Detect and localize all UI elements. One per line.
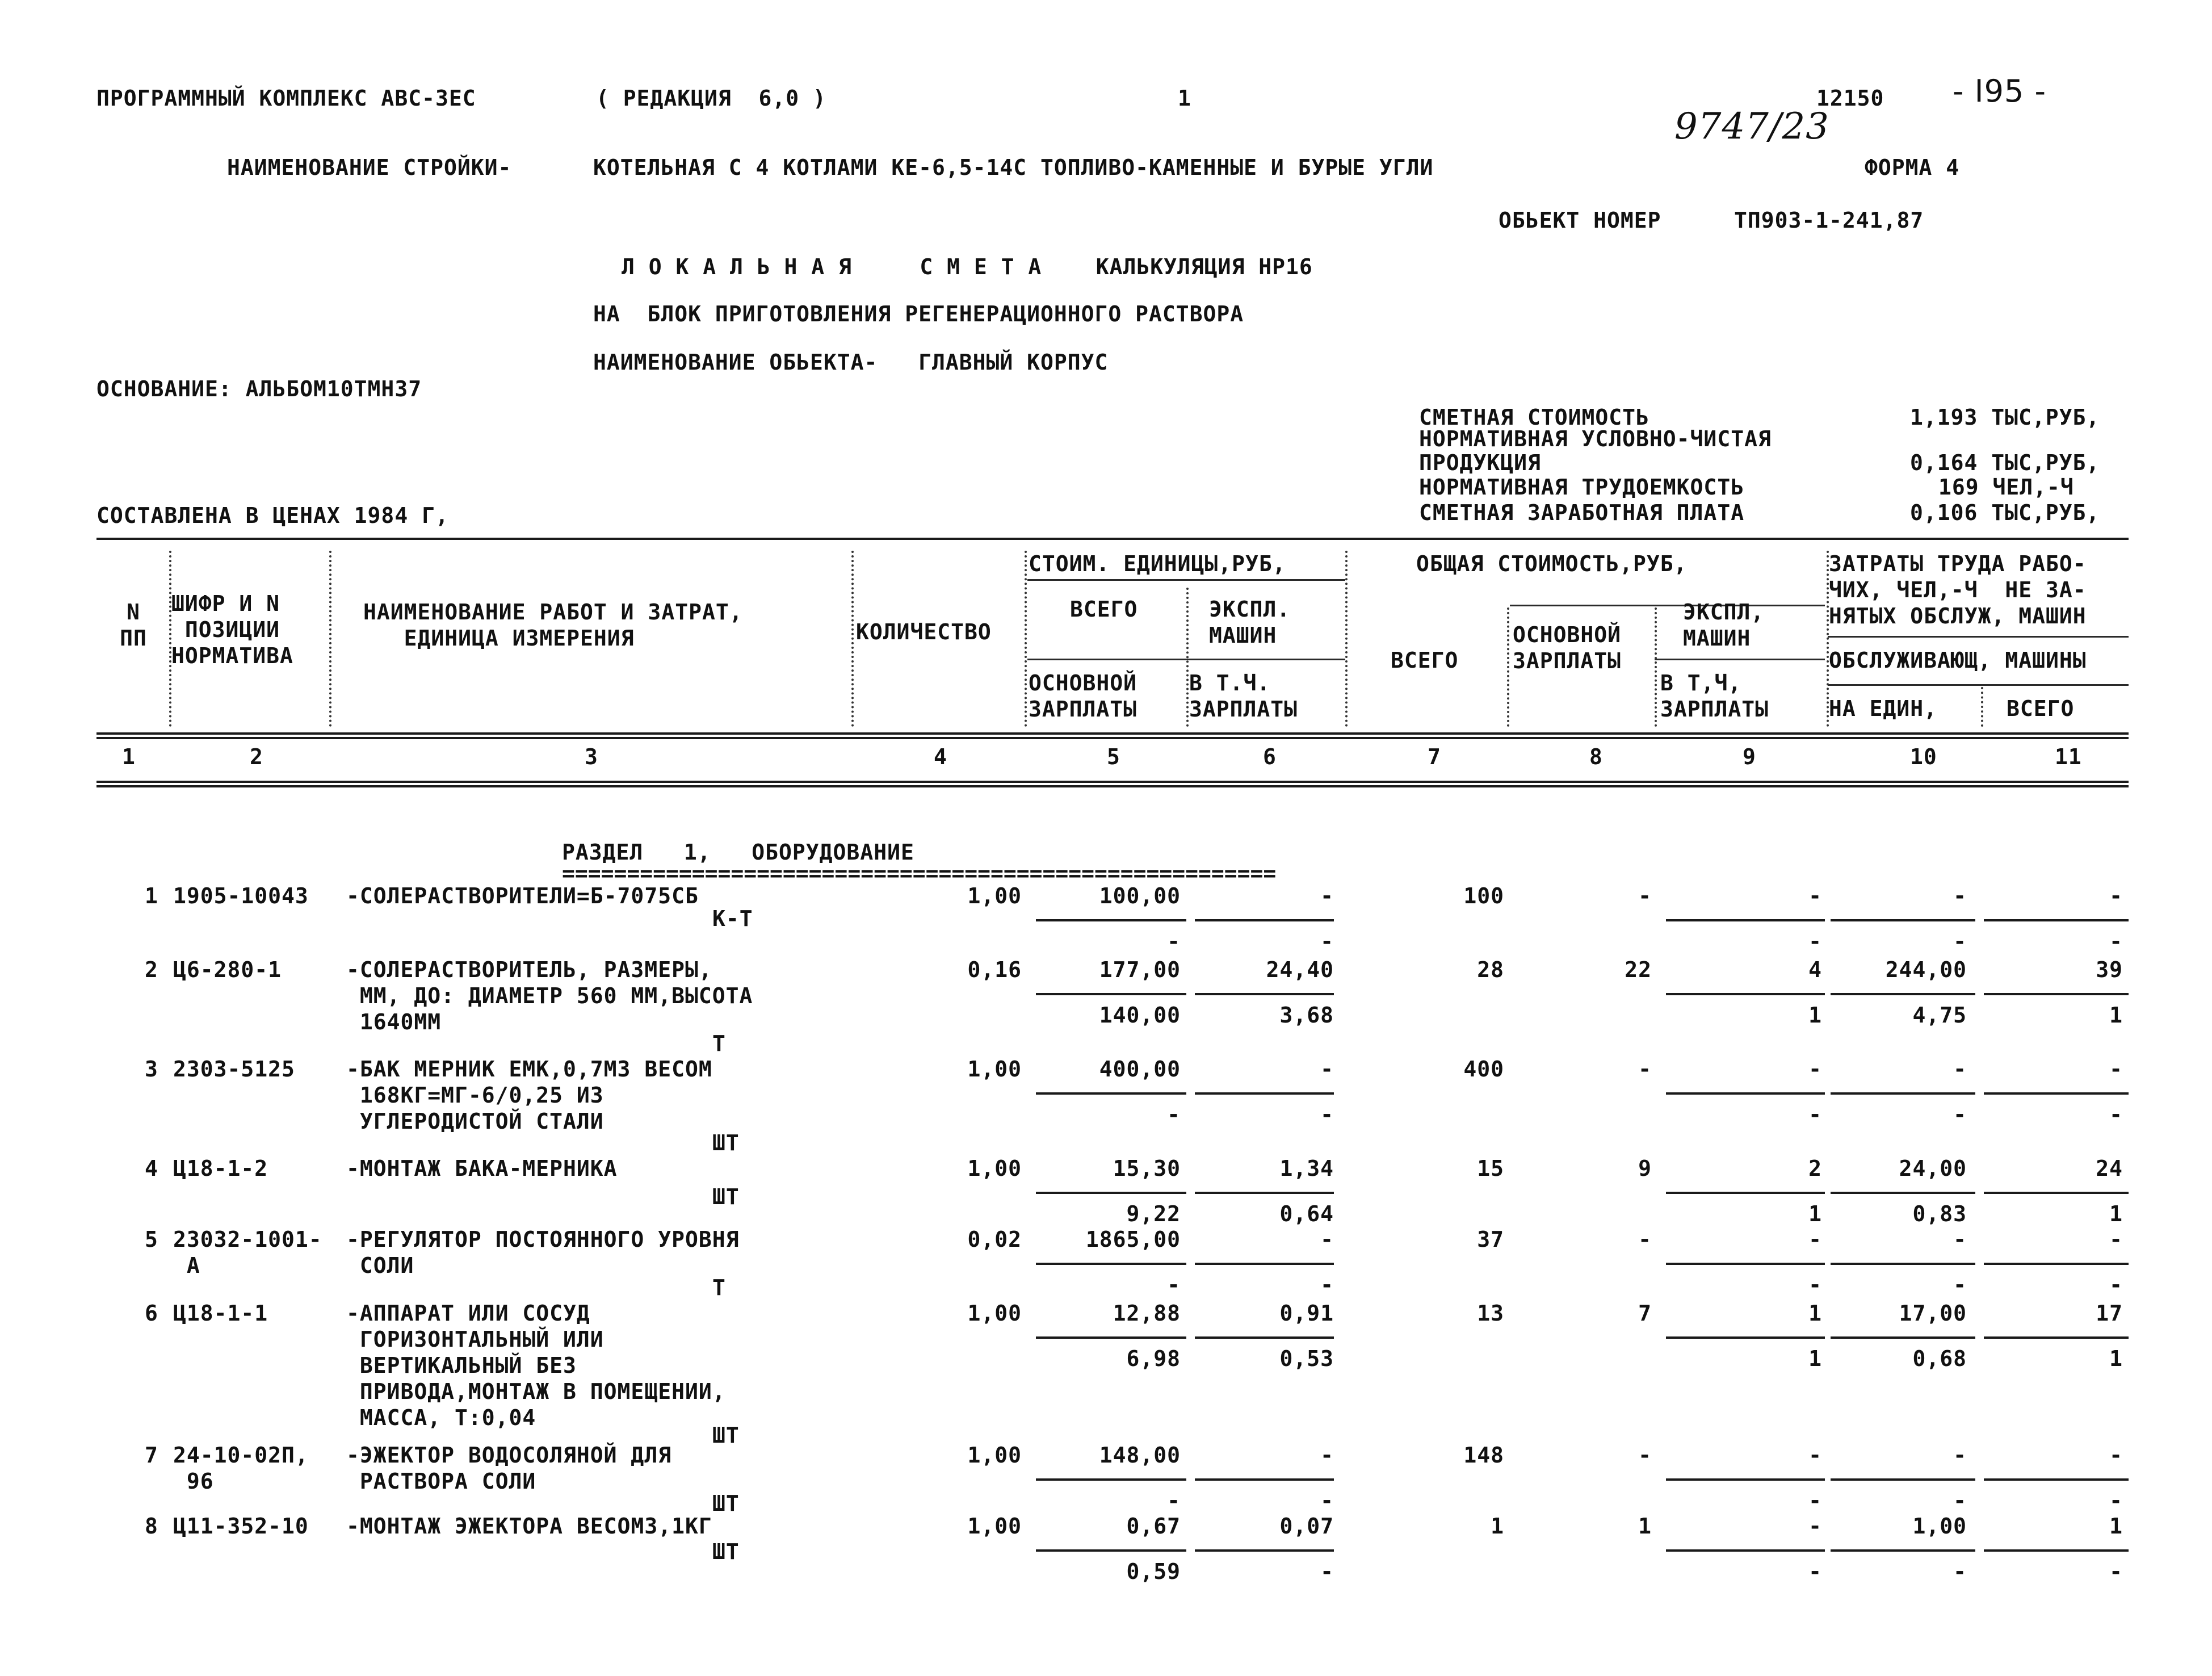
row-rule — [1984, 1092, 2129, 1095]
header-col-7: ВСЕГО — [1391, 648, 1459, 673]
row-total: 148 — [1463, 1443, 1504, 1468]
row-total-machine-wages: - — [1808, 1559, 1822, 1584]
row-labor-total: - — [2109, 1057, 2123, 1082]
row-machines-total: - — [2109, 1488, 2123, 1513]
row-total-wages: 9 — [1638, 1156, 1652, 1181]
row-total: 15 — [1477, 1156, 1504, 1181]
row-total-machines: 2 — [1808, 1156, 1822, 1181]
column-number: 2 — [250, 744, 263, 769]
row-rule — [1195, 1192, 1334, 1194]
column-number: 6 — [1263, 744, 1277, 769]
row-quantity: 0,16 — [967, 957, 1022, 982]
row-machines-unit: - — [1953, 1488, 1967, 1513]
row-unit-machine-wages: - — [1320, 1488, 1334, 1513]
column-number: 9 — [1743, 744, 1756, 769]
header-labor: ЗАТРАТЫ ТРУДА РАБО- ЧИХ, ЧЕЛ,-Ч НЕ ЗА- НЯТЫХ ОБСЛУЖ, МАШИН — [1829, 551, 2087, 628]
row-name: -АППАРАТ ИЛИ СОСУД ГОРИЗОНТАЛЬНЫЙ ИЛИ ВЕРТИКАЛЬНЫЙ БЕЗ ПРИВОДА,МОНТАЖ В ПОМЕЩЕНИИ, МАССА, Т:0,04 — [346, 1301, 726, 1430]
header-rule-mid — [96, 732, 2129, 735]
row-number: 7 — [145, 1443, 158, 1468]
row-total-machines: - — [1808, 1514, 1822, 1539]
object-name: НАИМЕНОВАНИЕ ОБЬЕКТА- ГЛАВНЫЙ КОРПУС — [593, 350, 1109, 375]
row-unit: ШТ — [712, 1423, 740, 1448]
row-number: 1 — [145, 883, 158, 908]
row-labor-unit: 24,00 — [1899, 1156, 1967, 1181]
row-total-machine-wages: - — [1808, 1488, 1822, 1513]
row-unit-machine-wages: 3,68 — [1279, 1003, 1334, 1028]
column-number: 8 — [1589, 744, 1603, 769]
row-code: 23032-1001- A — [173, 1227, 322, 1278]
row-quantity: 1,00 — [967, 1443, 1022, 1468]
row-unit-total: 177,00 — [1099, 957, 1181, 982]
row-total-wages: - — [1638, 883, 1652, 908]
header-col-8: ОСНОВНОЙ ЗАРПЛАТЫ — [1513, 622, 1622, 673]
row-name: -МОНТАЖ БАКА-МЕРНИКА — [346, 1156, 618, 1181]
row-unit-total: 15,30 — [1113, 1156, 1181, 1181]
row-labor-unit: 244,00 — [1885, 957, 1967, 982]
page-number: - I95 - — [1953, 73, 2046, 109]
row-rule — [1036, 1478, 1186, 1481]
row-quantity: 1,00 — [967, 1057, 1022, 1082]
col-sep-8 — [1655, 607, 1657, 727]
row-total-wages: 7 — [1638, 1301, 1652, 1326]
header-inner-rule-unitcost — [1027, 579, 1345, 581]
row-unit-total: 148,00 — [1099, 1443, 1181, 1468]
row-unit: ШТ — [712, 1491, 740, 1516]
row-machines-unit: - — [1953, 1102, 1967, 1127]
section-title: РАЗДЕЛ 1, ОБОРУДОВАНИЕ — [562, 840, 914, 865]
row-rule — [1666, 1263, 1825, 1265]
row-rule — [1195, 993, 1334, 995]
header-col-n: N ПП — [120, 600, 147, 651]
summary-label-3: ПРОДУКЦИЯ — [1419, 450, 1541, 475]
row-rule — [1984, 1478, 2129, 1481]
header-inner-rule-labor — [1828, 636, 2129, 638]
row-machines-unit: 4,75 — [1912, 1003, 1967, 1028]
row-unit: К-Т — [712, 906, 753, 931]
row-labor-unit: 17,00 — [1899, 1301, 1967, 1326]
summary-label-5: СМЕТНАЯ ЗАРАБОТНАЯ ПЛАТА — [1419, 500, 1745, 525]
row-unit: ШТ — [712, 1130, 740, 1155]
row-machines-unit: - — [1953, 929, 1967, 954]
row-name: -ЭЖЕКТОР ВОДОСОЛЯНОЙ ДЛЯ РАСТВОРА СОЛИ — [346, 1443, 672, 1494]
row-unit: Т — [712, 1031, 726, 1056]
row-total: 37 — [1477, 1227, 1504, 1252]
row-unit-machines: 1,34 — [1279, 1156, 1334, 1181]
object-number: ТП903-1-241,87 — [1734, 208, 1924, 233]
row-unit-wages: 6,98 — [1126, 1346, 1181, 1371]
header-col-name: НАИМЕНОВАНИЕ РАБОТ И ЗАТРАТ, ЕДИНИЦА ИЗМЕРЕНИЯ — [363, 600, 743, 651]
row-rule — [1984, 1192, 2129, 1194]
row-machines-total: - — [2109, 1559, 2123, 1584]
row-rule — [1831, 1263, 1975, 1265]
row-rule — [1036, 1549, 1186, 1552]
row-unit-machine-wages: - — [1320, 1272, 1334, 1297]
form-label: ФОРМА 4 — [1865, 155, 1960, 180]
row-unit-wages: - — [1167, 1272, 1181, 1297]
construction-label: НАИМЕНОВАНИЕ СТРОЙКИ- — [227, 155, 512, 180]
summary-value-4: 169 ЧЕЛ,-Ч — [1938, 475, 2074, 500]
row-total-wages: 22 — [1625, 957, 1652, 982]
header-col-6-bottom: В Т.Ч. ЗАРПЛАТЫ — [1189, 671, 1298, 722]
summary-value-1: 1,193 ТЫС,РУБ, — [1910, 405, 2100, 430]
row-total: 28 — [1477, 957, 1504, 982]
row-labor-unit: - — [1953, 1227, 1967, 1252]
row-name: -МОНТАЖ ЭЖЕКТОРА ВЕСОМ3,1КГ — [346, 1514, 712, 1539]
header-inner-rule-total-b — [1655, 659, 1825, 660]
row-total-machines: - — [1808, 883, 1822, 908]
row-total-wages: 1 — [1638, 1514, 1652, 1539]
col-sep-10 — [1981, 687, 1983, 727]
doc-code: 12150 — [1816, 86, 1884, 111]
header-machines: ОБСЛУЖИВАЮЩ, МАШИНЫ — [1829, 648, 2087, 673]
row-quantity: 1,00 — [967, 883, 1022, 908]
column-number: 11 — [2055, 744, 2082, 769]
row-rule — [1036, 1092, 1186, 1095]
row-machines-unit: 0,83 — [1912, 1201, 1967, 1226]
row-rule — [1666, 1092, 1825, 1095]
row-machines-total: - — [2109, 1102, 2123, 1127]
row-unit-machines: 0,07 — [1279, 1514, 1334, 1539]
document-subtitle: НА БЛОК ПРИГОТОВЛЕНИЯ РЕГЕНЕРАЦИОННОГО РАСТВОРА — [593, 301, 1244, 326]
row-quantity: 1,00 — [967, 1514, 1022, 1539]
row-rule — [1666, 919, 1825, 921]
row-machines-total: - — [2109, 1272, 2123, 1297]
row-unit-wages: 140,00 — [1099, 1003, 1181, 1028]
row-machines-unit: - — [1953, 1272, 1967, 1297]
row-machines-total: 1 — [2109, 1201, 2123, 1226]
row-total: 1 — [1491, 1514, 1504, 1539]
summary-label-1: СМЕТНАЯ СТОИМОСТЬ — [1419, 405, 1649, 430]
row-rule — [1831, 993, 1975, 995]
row-rule — [1831, 1092, 1975, 1095]
row-unit-total: 100,00 — [1099, 883, 1181, 908]
row-total-machine-wages: 1 — [1808, 1201, 1822, 1226]
row-rule — [1195, 1092, 1334, 1095]
row-labor-total: - — [2109, 1227, 2123, 1252]
row-total-wages: - — [1638, 1443, 1652, 1468]
row-labor-total: 17 — [2096, 1301, 2123, 1326]
row-labor-total: 1 — [2109, 1514, 2123, 1539]
row-rule — [1036, 1263, 1186, 1265]
row-rule — [1036, 1336, 1186, 1339]
row-total-machine-wages: 1 — [1808, 1346, 1822, 1371]
row-unit-wages: 0,59 — [1126, 1559, 1181, 1584]
header-col-6-top: ЭКСПЛ. МАШИН — [1209, 597, 1291, 648]
row-code: Ц18-1-1 — [173, 1301, 268, 1326]
header-total-cost: ОБЩАЯ СТОИМОСТЬ,РУБ, — [1416, 551, 1688, 576]
summary-label-4: НОРМАТИВНАЯ ТРУДОЕМКОСТЬ — [1419, 475, 1745, 500]
header-col-9-top: ЭКСПЛ, МАШИН — [1683, 600, 1765, 651]
row-total: 100 — [1463, 883, 1504, 908]
row-total-machine-wages: - — [1808, 1102, 1822, 1127]
row-rule — [1831, 1478, 1975, 1481]
column-number: 7 — [1428, 744, 1441, 769]
row-machines-unit: 0,68 — [1912, 1346, 1967, 1371]
row-quantity: 1,00 — [967, 1301, 1022, 1326]
row-unit-machine-wages: - — [1320, 1559, 1334, 1584]
row-rule — [1666, 993, 1825, 995]
row-labor-total: 24 — [2096, 1156, 2123, 1181]
row-rule — [1195, 1263, 1334, 1265]
column-number: 3 — [585, 744, 598, 769]
row-rule — [1195, 919, 1334, 921]
col-sep-5 — [1186, 588, 1189, 727]
header-col-5-bottom: ОСНОВНОЙ ЗАРПЛАТЫ — [1029, 671, 1138, 722]
row-labor-unit: - — [1953, 883, 1967, 908]
row-total-wages: - — [1638, 1227, 1652, 1252]
document-title: Л О К А Л Ь Н А Я С М Е Т А КАЛЬКУЛЯЦИЯ НР16 — [622, 254, 1313, 279]
row-unit-wages: - — [1167, 1102, 1181, 1127]
header-col-10: НА ЕДИН, — [1829, 696, 1938, 721]
column-number: 1 — [122, 744, 136, 769]
row-rule — [1831, 919, 1975, 921]
header-col-5-top: ВСЕГО — [1070, 597, 1138, 622]
row-unit-machines: 24,40 — [1266, 957, 1334, 982]
header-col-qty: КОЛИЧЕСТВО — [856, 619, 992, 644]
row-unit-machines: - — [1320, 1057, 1334, 1082]
header-inner-rule-total-a — [1510, 605, 1825, 606]
row-unit-machines: 0,91 — [1279, 1301, 1334, 1326]
row-machines-unit: - — [1953, 1559, 1967, 1584]
col-sep-6 — [1345, 551, 1348, 727]
row-rule — [1036, 1192, 1186, 1194]
row-name: -РЕГУЛЯТОР ПОСТОЯННОГО УРОВНЯ СОЛИ — [346, 1227, 740, 1278]
row-number: 6 — [145, 1301, 158, 1326]
row-total-machines: - — [1808, 1227, 1822, 1252]
row-code: Ц11-352-10 — [173, 1514, 309, 1539]
row-rule — [1831, 1336, 1975, 1339]
row-labor-total: 39 — [2096, 957, 2123, 982]
summary-label-2: НОРМАТИВНАЯ УСЛОВНО-ЧИСТАЯ — [1419, 426, 1772, 451]
row-rule — [1984, 1263, 2129, 1265]
row-unit: Т — [712, 1275, 726, 1300]
row-unit-machine-wages: 0,64 — [1279, 1201, 1334, 1226]
header-inner-rule-machines — [1828, 684, 2129, 686]
row-name: -СОЛЕРАСТВОРИТЕЛЬ, РАЗМЕРЫ, МM, ДО: ДИАМЕТР 560 ММ,ВЫСОТА 1640ММ — [346, 957, 753, 1034]
col-sep-3 — [851, 551, 854, 727]
row-unit-machine-wages: - — [1320, 1102, 1334, 1127]
edition: ( РЕДАКЦИЯ 6,0 ) — [596, 86, 826, 111]
row-total: 400 — [1463, 1057, 1504, 1082]
row-rule — [1036, 993, 1186, 995]
row-name: -СОЛЕРАСТВОРИТЕЛИ=Б-7075СБ — [346, 883, 699, 908]
row-unit: ШТ — [712, 1184, 740, 1209]
row-rule — [1666, 1192, 1825, 1194]
row-rule — [1195, 1478, 1334, 1481]
handwritten-note: 9747/23 — [1674, 106, 1829, 148]
row-unit-machines: - — [1320, 883, 1334, 908]
row-rule — [1984, 1549, 2129, 1552]
summary-value-3: 0,164 ТЫС,РУБ, — [1910, 450, 2100, 475]
row-total-wages: - — [1638, 1057, 1652, 1082]
row-total-machine-wages: - — [1808, 1272, 1822, 1297]
row-unit-total: 1865,00 — [1085, 1227, 1181, 1252]
row-code: Ц6-280-1 — [173, 957, 282, 982]
header-col-11: ВСЕГО — [2007, 696, 2075, 721]
row-labor-unit: 1,00 — [1912, 1514, 1967, 1539]
row-quantity: 0,02 — [967, 1227, 1022, 1252]
row-unit-total: 12,88 — [1113, 1301, 1181, 1326]
row-total-machines: 4 — [1808, 957, 1822, 982]
row-rule — [1195, 1549, 1334, 1552]
column-number: 5 — [1107, 744, 1120, 769]
row-total-machines: - — [1808, 1443, 1822, 1468]
row-labor-unit: - — [1953, 1443, 1967, 1468]
prices-year: СОСТАВЛЕНА В ЦЕНАХ 1984 Г, — [96, 503, 449, 528]
basis: ОСНОВАНИЕ: АЛЬБОМ10ТМН37 — [96, 376, 422, 401]
row-rule — [1984, 1336, 2129, 1339]
row-machines-total: - — [2109, 929, 2123, 954]
row-unit: ШТ — [712, 1539, 740, 1564]
row-machines-total: 1 — [2109, 1003, 2123, 1028]
row-name: -БАК МЕРНИК ЕМК,0,7М3 ВЕСОМ 168КГ=МГ-6/0,25 ИЗ УГЛЕРОДИСТОЙ СТАЛИ — [346, 1057, 712, 1134]
row-unit-wages: - — [1167, 1488, 1181, 1513]
row-rule — [1831, 1192, 1975, 1194]
row-rule — [1036, 919, 1186, 921]
program-name: ПРОГРАММНЫЙ КОМПЛЕКС АВС-3ЕС — [96, 86, 476, 111]
row-unit-total: 0,67 — [1126, 1514, 1181, 1539]
row-code: 2303-5125 — [173, 1057, 295, 1082]
col-sep-4 — [1025, 551, 1027, 727]
row-rule — [1831, 1549, 1975, 1552]
row-unit-machine-wages: - — [1320, 929, 1334, 954]
row-quantity: 1,00 — [967, 1156, 1022, 1181]
row-labor-total: - — [2109, 1443, 2123, 1468]
header-rule-top — [96, 538, 2129, 540]
row-total-machine-wages: - — [1808, 929, 1822, 954]
header-col-9-bottom: В Т,Ч, ЗАРПЛАТЫ — [1660, 671, 1769, 722]
row-total-machine-wages: 1 — [1808, 1003, 1822, 1028]
row-rule — [1666, 1478, 1825, 1481]
row-rule — [1195, 1336, 1334, 1339]
row-code: Ц18-1-2 — [173, 1156, 268, 1181]
row-unit-machine-wages: 0,53 — [1279, 1346, 1334, 1371]
row-rule — [1666, 1336, 1825, 1339]
row-rule — [1984, 993, 2129, 995]
header-col-code: ШИФР И N ПОЗИЦИИ НОРМАТИВА — [171, 591, 293, 668]
row-unit-total: 400,00 — [1099, 1057, 1181, 1082]
row-number: 3 — [145, 1057, 158, 1082]
sheet-number: 1 — [1178, 86, 1191, 111]
row-labor-total: - — [2109, 883, 2123, 908]
header-rule-bottom — [96, 781, 2129, 783]
col-sep-7 — [1507, 607, 1509, 727]
row-unit-machines: - — [1320, 1227, 1334, 1252]
header-rule-mid-2 — [96, 737, 2129, 739]
column-number: 4 — [934, 744, 947, 769]
row-total-machines: 1 — [1808, 1301, 1822, 1326]
section-underline: ======================================================= — [562, 861, 1277, 886]
row-total: 13 — [1477, 1301, 1504, 1326]
column-number: 10 — [1910, 744, 1937, 769]
row-number: 8 — [145, 1514, 158, 1539]
row-unit-machines: - — [1320, 1443, 1334, 1468]
row-number: 5 — [145, 1227, 158, 1252]
row-number: 2 — [145, 957, 158, 982]
row-unit-wages: - — [1167, 929, 1181, 954]
row-labor-unit: - — [1953, 1057, 1967, 1082]
row-number: 4 — [145, 1156, 158, 1181]
construction-name: КОТЕЛЬНАЯ С 4 КОТЛАМИ КЕ-6,5-14С ТОПЛИВО-КАМЕННЫЕ И БУРЫЕ УГЛИ — [593, 155, 1434, 180]
row-machines-total: 1 — [2109, 1346, 2123, 1371]
header-rule-bottom-2 — [96, 785, 2129, 787]
object-number-label: ОБЬЕКТ НОМЕР — [1499, 208, 1661, 233]
row-code: 1905-10043 — [173, 883, 309, 908]
row-unit-wages: 9,22 — [1126, 1201, 1181, 1226]
row-rule — [1666, 1549, 1825, 1552]
row-rule — [1984, 919, 2129, 921]
row-code: 24-10-02П, 96 — [173, 1443, 309, 1494]
row-total-machines: - — [1808, 1057, 1822, 1082]
header-unit-cost: СТОИМ. ЕДИНИЦЫ,РУБ, — [1029, 551, 1286, 576]
summary-value-5: 0,106 ТЫС,РУБ, — [1910, 500, 2100, 525]
col-sep-2 — [329, 551, 331, 727]
